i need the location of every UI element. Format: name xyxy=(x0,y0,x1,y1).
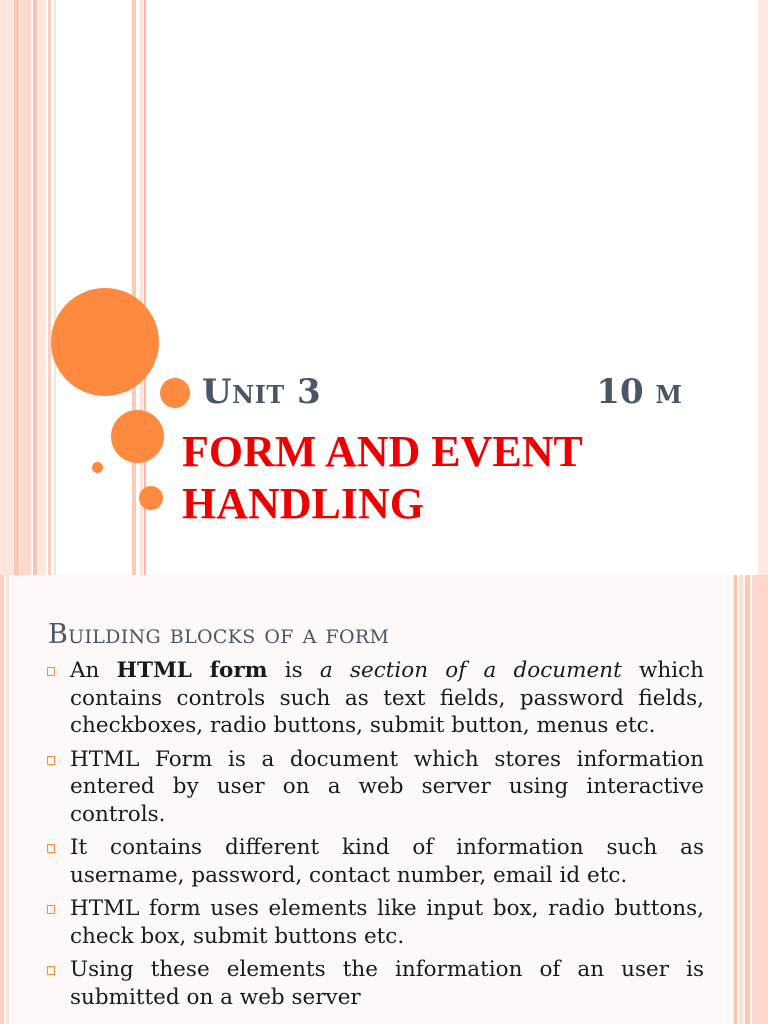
decorative-stripe xyxy=(734,575,737,1024)
decorative-stripe xyxy=(33,0,37,575)
unit-line xyxy=(202,372,682,420)
decorative-circle-small xyxy=(160,378,190,408)
content-slide xyxy=(0,575,768,1024)
decorative-stripe xyxy=(0,0,13,575)
decorative-stripe xyxy=(745,575,750,1024)
decorative-stripe xyxy=(758,0,768,575)
bullet-list xyxy=(46,657,704,1017)
decorative-circle-large xyxy=(51,288,159,396)
square-bullet-icon xyxy=(47,844,55,853)
bullet-item xyxy=(46,657,704,740)
decorative-stripe xyxy=(20,0,31,575)
bold-term: HTML form xyxy=(116,658,268,683)
decorative-stripe xyxy=(0,575,4,1024)
bullet-text: HTML form uses elements like input box, radio buttons, check box, submit buttons etc. xyxy=(70,896,704,949)
square-bullet-icon xyxy=(47,905,55,914)
decorative-circle-medium xyxy=(111,410,164,463)
bullet-text: Using these elements the information of an user is submitted on a web server xyxy=(70,957,704,1010)
decorative-stripe xyxy=(739,575,743,1024)
square-bullet-icon xyxy=(47,966,55,975)
slide-title xyxy=(182,426,742,530)
section-heading: Building blocks of a form xyxy=(48,619,390,650)
decorative-stripe xyxy=(48,0,51,575)
bullet-item xyxy=(46,746,704,829)
italic-term: a section of a document xyxy=(319,658,622,683)
decorative-stripe xyxy=(132,0,136,575)
square-bullet-icon xyxy=(47,756,55,765)
bullet-item xyxy=(46,895,704,950)
unit-label: Unit 3 xyxy=(202,372,322,412)
marks-label: 10 m xyxy=(596,372,682,412)
slide-title-line-1: FORM AND EVENT xyxy=(182,427,583,476)
decorative-stripe xyxy=(54,0,56,575)
decorative-stripe xyxy=(6,575,9,1024)
decorative-stripe xyxy=(38,0,46,575)
decorative-circle-small xyxy=(139,486,163,510)
decorative-stripe xyxy=(14,0,19,575)
bullet-text: An xyxy=(70,658,117,683)
square-bullet-icon xyxy=(47,667,55,676)
bullet-text: HTML Form is a document which stores information entered by user on a web server using interactive controls. xyxy=(70,746,704,827)
decorative-stripe xyxy=(752,575,768,1024)
slide-title-line-2: HANDLING xyxy=(182,479,425,528)
bullet-item xyxy=(46,956,704,1011)
bullet-text: It contains different kind of information such as username, password, contact number, email id etc. xyxy=(70,835,704,888)
bullet-text: is xyxy=(267,658,320,683)
bullet-text: which contains controls such as text fields, password fields, checkboxes, radio buttons, submit button, menus etc. xyxy=(70,658,705,738)
decorative-circle-tiny xyxy=(92,462,103,473)
bullet-item xyxy=(46,834,704,889)
